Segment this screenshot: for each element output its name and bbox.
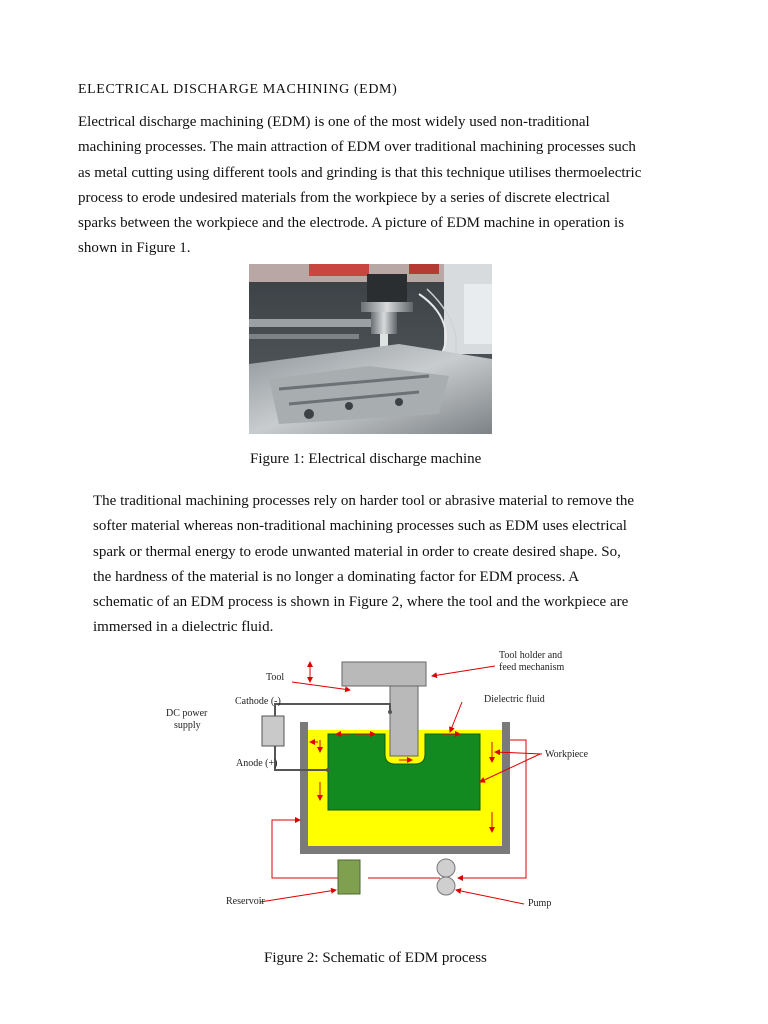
workpiece-label: Workpiece [545, 749, 589, 760]
paragraph-line: as metal cutting using different tools and grinding is that this technique utilises thermoelectric [78, 164, 642, 181]
paragraph-line: The traditional machining processes rely on harder tool or abrasive material to remove the [93, 493, 635, 509]
tank-right-wall [502, 722, 510, 852]
paragraph-line: the hardness of the material is no longer a dominating factor for EDM process. A [93, 568, 580, 585]
paragraph-line: machining processes. The main attraction of EDM over traditional machining processes such [78, 139, 636, 156]
paragraph-line: schematic of an EDM process is shown in Figure 2, where the tool and the workpiece are [93, 594, 629, 611]
pump-top [437, 859, 455, 877]
tool-holder-label: Tool holder and [499, 650, 563, 661]
tank-left-wall [300, 722, 308, 852]
tank-bottom [300, 846, 510, 854]
pump-label: Pump [528, 898, 552, 909]
paragraph-line: spark or thermal energy to erode unwanted material in order to create desired shape. So, [93, 543, 621, 560]
tool-holder [342, 662, 426, 686]
edm-machine-photo [249, 264, 492, 434]
tool-label: Tool [266, 672, 285, 683]
figure-2-caption: Figure 2: Schematic of EDM process [264, 950, 487, 966]
reservoir [338, 860, 360, 894]
tool-electrode [390, 686, 418, 756]
cathode-label: Cathode (-) [235, 696, 281, 707]
comparison-paragraph [93, 489, 634, 641]
dielectric-fluid-label: Dielectric fluid [484, 694, 545, 705]
paragraph-line: immersed in a dielectric fluid. [93, 619, 274, 636]
reservoir-label: Reservoir [226, 896, 265, 907]
anode-label: Anode (+) [236, 758, 278, 769]
figure-1-caption: Figure 1: Electrical discharge machine [250, 451, 482, 467]
dc-power-supply [262, 716, 284, 746]
pump-bottom [437, 877, 455, 895]
dc-power-label: supply [174, 720, 201, 731]
paragraph-line: shown in Figure 1. [78, 240, 191, 257]
paragraph-line: Electrical discharge machining (EDM) is one of the most widely used non-traditional [78, 114, 590, 130]
page-title: ELECTRICAL DISCHARGE MACHINING (EDM) [78, 82, 398, 97]
intro-paragraph [78, 110, 641, 262]
paragraph-line: softer material whereas non-traditional machining processes such as EDM uses electrical [93, 518, 627, 535]
edm-schematic-diagram [150, 642, 590, 914]
paragraph-line: sparks between the workpiece and the electrode. A picture of EDM machine in operation is [78, 215, 625, 232]
dc-power-label: DC power [166, 708, 208, 719]
paragraph-line: process to erode undesired materials from the workpiece by a series of discrete electrical [78, 189, 610, 206]
tool-holder-label: feed mechanism [499, 662, 565, 673]
